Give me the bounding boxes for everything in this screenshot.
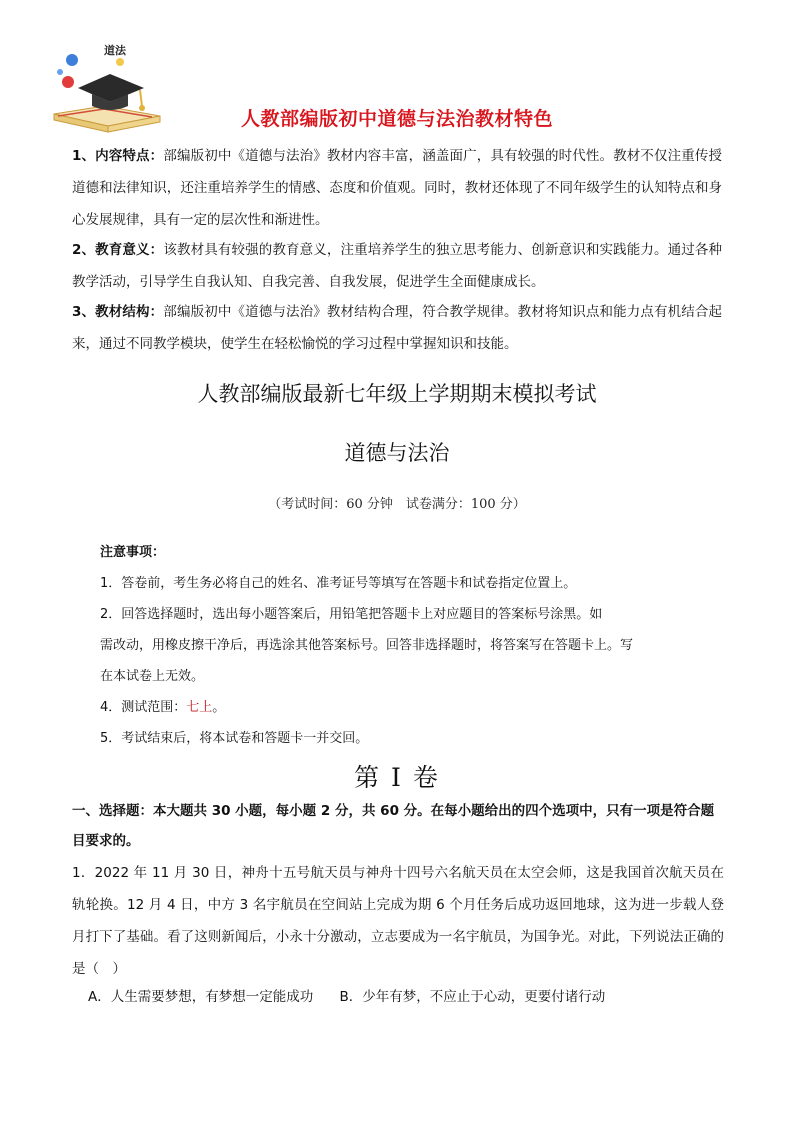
section-heading: 一、选择题：本大题共 30 小题，每小题 2 分，共 60 分。在每小题给出的四个选项中，只有一项是符合题目要求的。 <box>72 803 715 849</box>
question-1-stem: 1．2022 年 11 月 30 日，神舟十五号航天员与神舟十四号六名航天员在太空会师，这是我国首次航天员在轨轮换。12 月 4 日，中方 3 名宇航员在空间站上完成为期 6 个月任务后成功返回地球，这为进一步载人登月打下了基础。看了这则新闻后，小永十分激动，立志要成为一名宇航员，为国争光。对此，下列说法正确的是（ ） <box>72 865 724 977</box>
notice-item: 在本试卷上无效。 <box>100 669 205 684</box>
feature-paragraph-2 <box>72 234 722 298</box>
notice-item: 需改动，用橡皮擦干净后，再选涂其他答案标号。回答非选择题时，将答案写在答题卡上。写 <box>100 638 634 653</box>
option-b: B．少年有梦，不应止于心动，更要付诸行动 <box>339 989 606 1005</box>
exam-subject: 道德与法治 <box>344 441 450 465</box>
notice-heading: 注意事项： <box>100 545 166 560</box>
feature-paragraph-3 <box>72 296 722 360</box>
feature-head: 1、内容特点： <box>72 148 164 164</box>
exam-title: 人教部编版最新七年级上学期期末模拟考试 <box>197 382 597 406</box>
question-1-options <box>88 985 627 1005</box>
range-end: 。 <box>212 700 226 715</box>
range-value: 七上 <box>186 700 213 715</box>
volume-title: 第 I 卷 <box>354 763 440 792</box>
exam-meta: （考试时间：60 分钟 试卷满分：100 分） <box>268 497 526 512</box>
notice-item: 1．答卷前，考生务必将自己的姓名、准考证号等填写在答题卡和试卷指定位置上。 <box>100 576 577 591</box>
feature-head: 3、教材结构： <box>72 304 164 320</box>
notice-item: 5．考试结束后，将本试卷和答题卡一并交回。 <box>100 731 369 746</box>
logo-label: 道法 <box>104 44 126 57</box>
notice-item: 2．回答选择题时，选出每小题答案后，用铅笔把答题卡上对应题目的答案标号涂黑。如 <box>100 607 603 622</box>
range-label: 4．测试范围： <box>100 700 187 715</box>
feature-body: 部编版初中《道德与法治》教材结构合理，符合教学规律。教材将知识点和能力点有机结合起来，通过不同教学模块，使学生在轻松愉悦的学习过程中掌握知识和技能。 <box>72 304 722 352</box>
option-a: A．人生需要梦想，有梦想一定能成功 <box>88 989 314 1005</box>
feature-body: 部编版初中《道德与法治》教材内容丰富，涵盖面广，具有较强的时代性。教材不仅注重传授道德和法律知识，还注重培养学生的情感、态度和价值观。同时，教材还体现了不同年级学生的认知特点和身心发展规律，具有一定的层次性和渐进性。 <box>72 148 722 228</box>
feature-body: 该教材具有较强的教育意义，注重培养学生的独立思考能力、创新意识和实践能力。通过各种教学活动，引导学生自我认知、自我完善、自我发展，促进学生全面健康成长。 <box>72 242 722 290</box>
feature-head: 2、教育意义： <box>72 242 164 258</box>
notice-item-range <box>100 696 700 715</box>
feature-paragraph-1 <box>72 140 722 236</box>
banner-title: 人教部编版初中道德与法治教材特色 <box>240 108 553 130</box>
